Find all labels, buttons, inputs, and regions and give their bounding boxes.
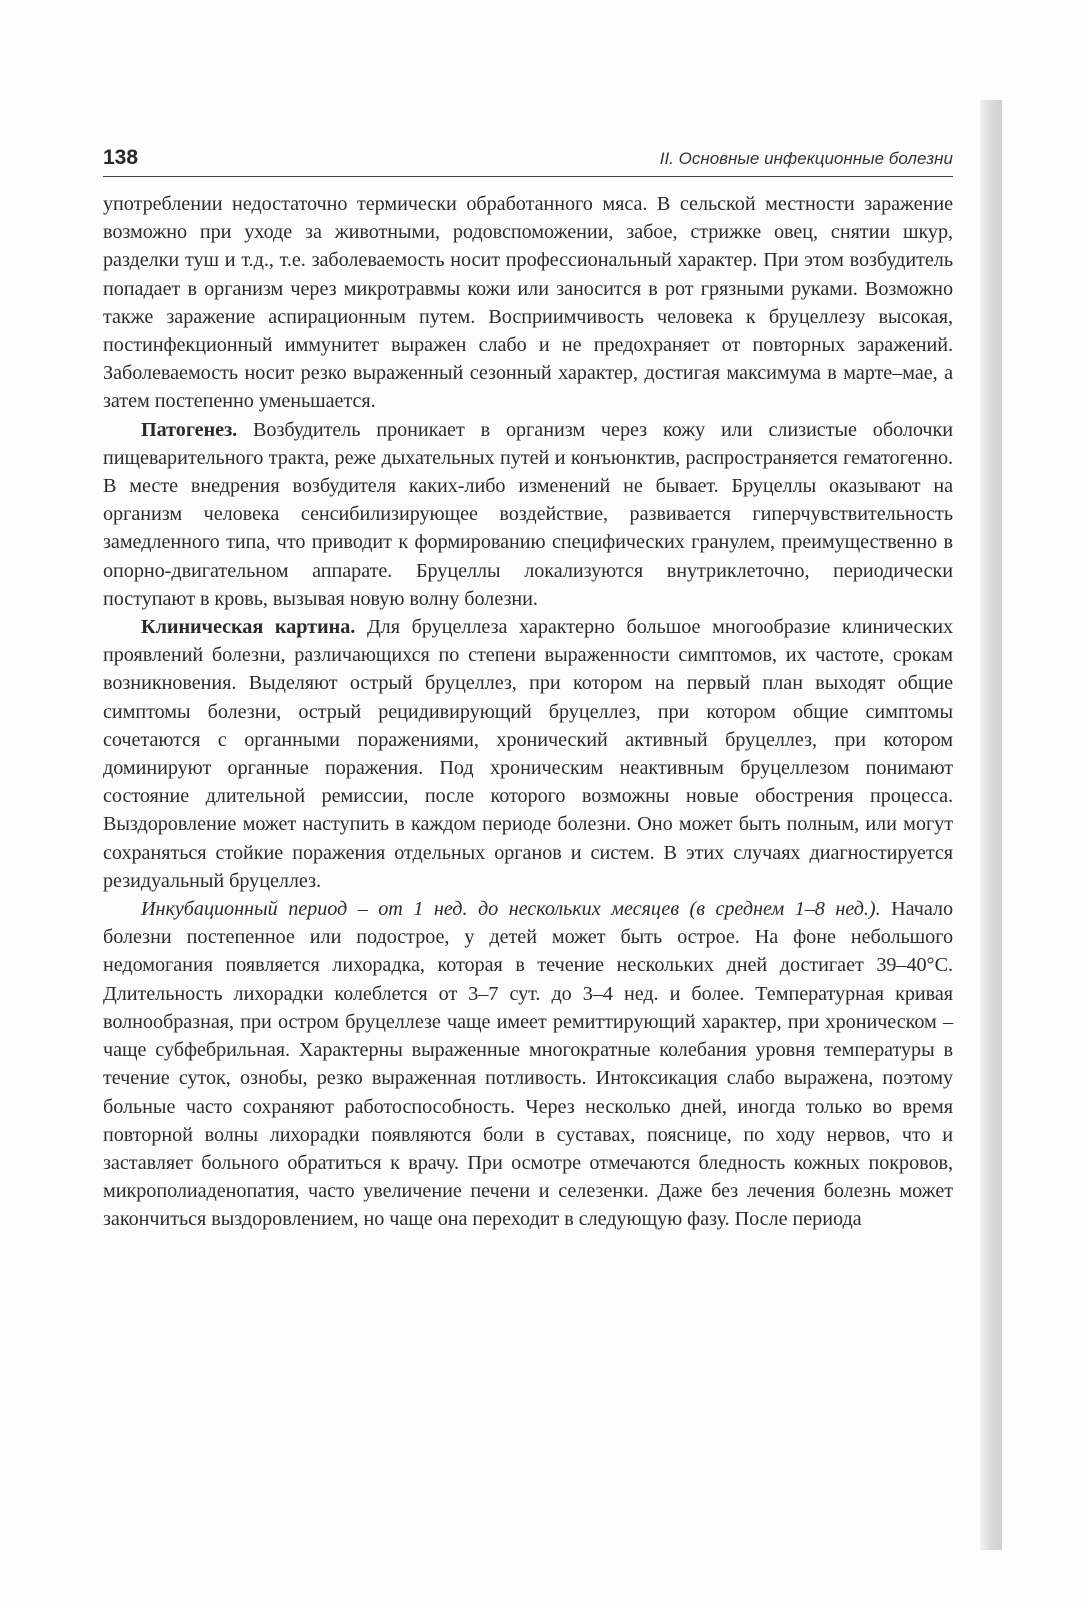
paragraph-text: Для бруцеллеза характерно большое многообразие клинических проявлений болезни, различающихся по степени выраженности симптомов, их частоте, срокам возникновения. Выделяют острый бруцеллез, при котором на первый план выходят общие симптомы болезни, острый рецидивирующий бруцеллез, при котором общие симптомы сочетаются с органными поражениями, хронический активный бруцеллез, при котором доминируют органные поражения. Под хроническим неактивным бруцеллезом понимают состояние длительной ремиссии, после которого возможны новые обострения процесса. Выздоровление может наступить в каждом периоде болезни. Оно может быть полным, или могут сохраняться стойкие поражения отдельных органов и систем. В этих случаях диагностируется резидуальный бруцеллез.: [103, 616, 953, 892]
section-lead-pathogenesis: Патогенез.: [141, 418, 238, 441]
paragraph-incubation: [103, 895, 953, 1233]
paragraph-clinical-picture: [103, 613, 953, 895]
body-text: [103, 190, 953, 1234]
paragraph-text: Начало болезни постепенное или подострое, у детей может быть острое. На фоне небольшого недомогания появляется лихорадка, которая в течение нескольких дней достигает 39–40°С. Длительность лихорадки колеблется от 3–7 сут. до 3–4 нед. и более. Температурная кривая волнообразная, при остром бруцеллезе чаще имеет ремиттирующий характер, при хроническом – чаще субфебрильная. Характерны выраженные многократные колебания уровня температуры в течение суток, ознобы, резко выраженная потливость. Интоксикация слабо выражена, поэтому больные часто сохраняют работоспособность. Через несколько дней, иногда только во время повторной волны лихорадки появляются боли в суставах, пояснице, по ходу нервов, что и заставляет больного обратиться к врачу. При осмотре отмечаются бледность кожных покровов, микрополиаденопатия, часто увеличение печени и селезенки. Даже без лечения болезнь может закончиться выздоровлением, но чаще она переходит в следующую фазу. После периода: [103, 898, 953, 1231]
page-number: 138: [103, 146, 139, 169]
running-title: II. Основные инфекционные болезни: [659, 149, 953, 168]
page-edge-shadow: [980, 100, 1002, 1550]
paragraph-text: Возбудитель проникает в организм через кожу или слизистые оболочки пищеварительного тракта, реже дыхательных путей и конъюнктив, распространяется гематогенно. В месте внедрения возбудителя каких-либо изменений не бывает. Бруцеллы оказывают на организм человека сенсибилизирующее воздействие, развивается гиперчувствительность замедленного типа, что приводит к формированию специфических гранулем, преимущественно в опорно-двигательном аппарате. Бруцеллы локализуются внутриклеточно, периодически поступают в кровь, вызывая новую волну болезни.: [103, 418, 953, 610]
section-lead-clinical-picture: Клиническая картина.: [141, 616, 356, 639]
paragraph-pathogenesis: [103, 416, 953, 613]
page-header: [103, 146, 953, 177]
italic-lead-incubation: Инкубационный период – от 1 нед. до нескольких месяцев (в среднем 1–8 нед.).: [141, 898, 881, 921]
paragraph-text: употреблении недостаточно термически обработанного мяса. В сельской местности заражение возможно при уходе за животными, родовспоможении, забое, стрижке овец, снятии шкур, разделки туш и т.д., т.е. заболеваемость носит профессиональный характер. При этом возбудитель попадает в организм через микротравмы кожи или заносится в рот грязными руками. Возможно также заражение аспирационным путем. Восприимчивость человека к бруцеллезу высокая, постинфекционный иммунитет выражен слабо и не предохраняет от повторных заражений. Заболеваемость носит резко выраженный сезонный характер, достигая максимума в марте–мае, а затем постепенно уменьшается.: [103, 193, 953, 413]
paragraph-continuation: [103, 190, 953, 416]
